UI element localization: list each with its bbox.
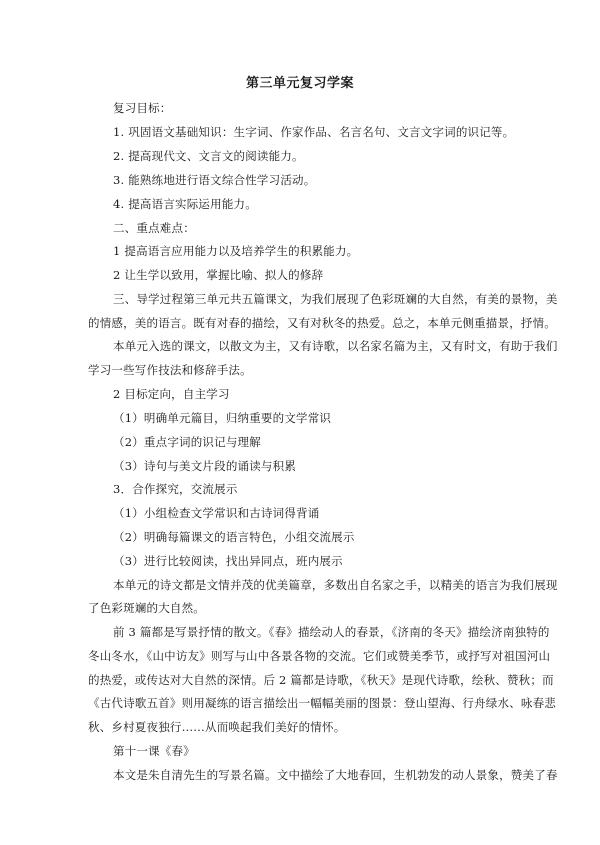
lesson-11-heading: 第十一课《春》 — [113, 744, 195, 758]
process-paragraph-line-2: 的情感，美的语言。既有对春的描绘，又有对秋冬的热爱。总之，本单元侧重描景，抒情。 — [88, 316, 556, 330]
lesson-11-intro-line-1: 本文是朱自清先生的写景名篇。文中描绘了大地春回，生机勃发的动人景象，赞美了春 — [113, 768, 558, 782]
process-paragraph-line-1: 三、导学过程第三单元共五篇课文，为我们展现了色彩斑斓的大自然，有美的景物，美 — [113, 292, 558, 306]
key-point-2: 2 让生学以致用，掌握比喻、拟人的修辞 — [113, 268, 324, 282]
goal-item-4: 4. 提高语言实际运用能力。 — [113, 197, 257, 211]
cooperation-item-1: （1）小组检查文学常识和古诗词得背诵 — [113, 506, 320, 520]
goal-item-1: 1. 巩固语文基础知识：生字词、作家作品、名言名句、文言文字词的识记等。 — [113, 125, 515, 139]
key-points-heading: 二、重点难点： — [113, 221, 195, 235]
articles-line-5: 秋、乡村夏夜独行……从而唤起我们美好的情怀。 — [88, 720, 346, 734]
unit-intro-line-1: 本单元入选的课文，以散文为主，又有诗歌，以名家名篇为主，又有时文，有助于我们 — [113, 339, 558, 353]
orientation-item-1: （1）明确单元篇目，归纳重要的文学常识 — [113, 411, 332, 425]
cooperation-item-3: （3）进行比较阅读，找出异同点，班内展示 — [113, 554, 343, 568]
unit-intro-line-2: 学习一些写作技法和修辞手法。 — [88, 363, 252, 377]
cooperation-item-2: （2）明确每篇课文的语言特色，小组交流展示 — [113, 530, 355, 544]
articles-line-1: 前 3 篇都是写景抒情的散文。《春》描绘动人的春景，《济南的冬天》描绘济南独特的 — [113, 625, 550, 639]
cooperation-heading: 3．合作探究，交流展示 — [113, 482, 238, 496]
articles-line-3: 的热爱，或传达对大自然的深情。后 2 篇都是诗歌，《秋天》是现代诗歌，绘秋、赞秋；而 — [88, 673, 554, 687]
summary-line-2: 了色彩斑斓的大自然。 — [88, 601, 205, 615]
summary-line-1: 本单元的诗文都是文情并茂的优美篇章，多数出自名家之手，以精美的语言为我们展现 — [113, 578, 558, 592]
orientation-item-2: （2）重点字词的识记与理解 — [113, 435, 261, 449]
page-title: 第三单元复习学案 — [245, 76, 354, 91]
goal-orientation-heading: 2 目标定向，自主学习 — [113, 387, 230, 401]
articles-line-2: 冬山冬水，《山中访友》则写与山中各景各物的交流。它们或赞美季节，或抒写对祖国河山 — [88, 649, 551, 663]
goal-item-3: 3. 能熟练地进行语文综合性学习活动。 — [113, 173, 316, 187]
goal-item-2: 2. 提高现代文、文言文的阅读能力。 — [113, 149, 304, 163]
orientation-item-3: （3）诗句与美文片段的诵读与积累 — [113, 459, 297, 473]
key-point-1: 1 提高语言应用能力以及培养学生的积累能力。 — [113, 244, 359, 258]
review-goals-heading: 复习目标： — [113, 101, 172, 115]
articles-line-4: 《古代诗歌五首》则用凝练的语言描绘出一幅幅美丽的图景：登山望海、行舟绿水、咏春悲 — [88, 696, 556, 710]
